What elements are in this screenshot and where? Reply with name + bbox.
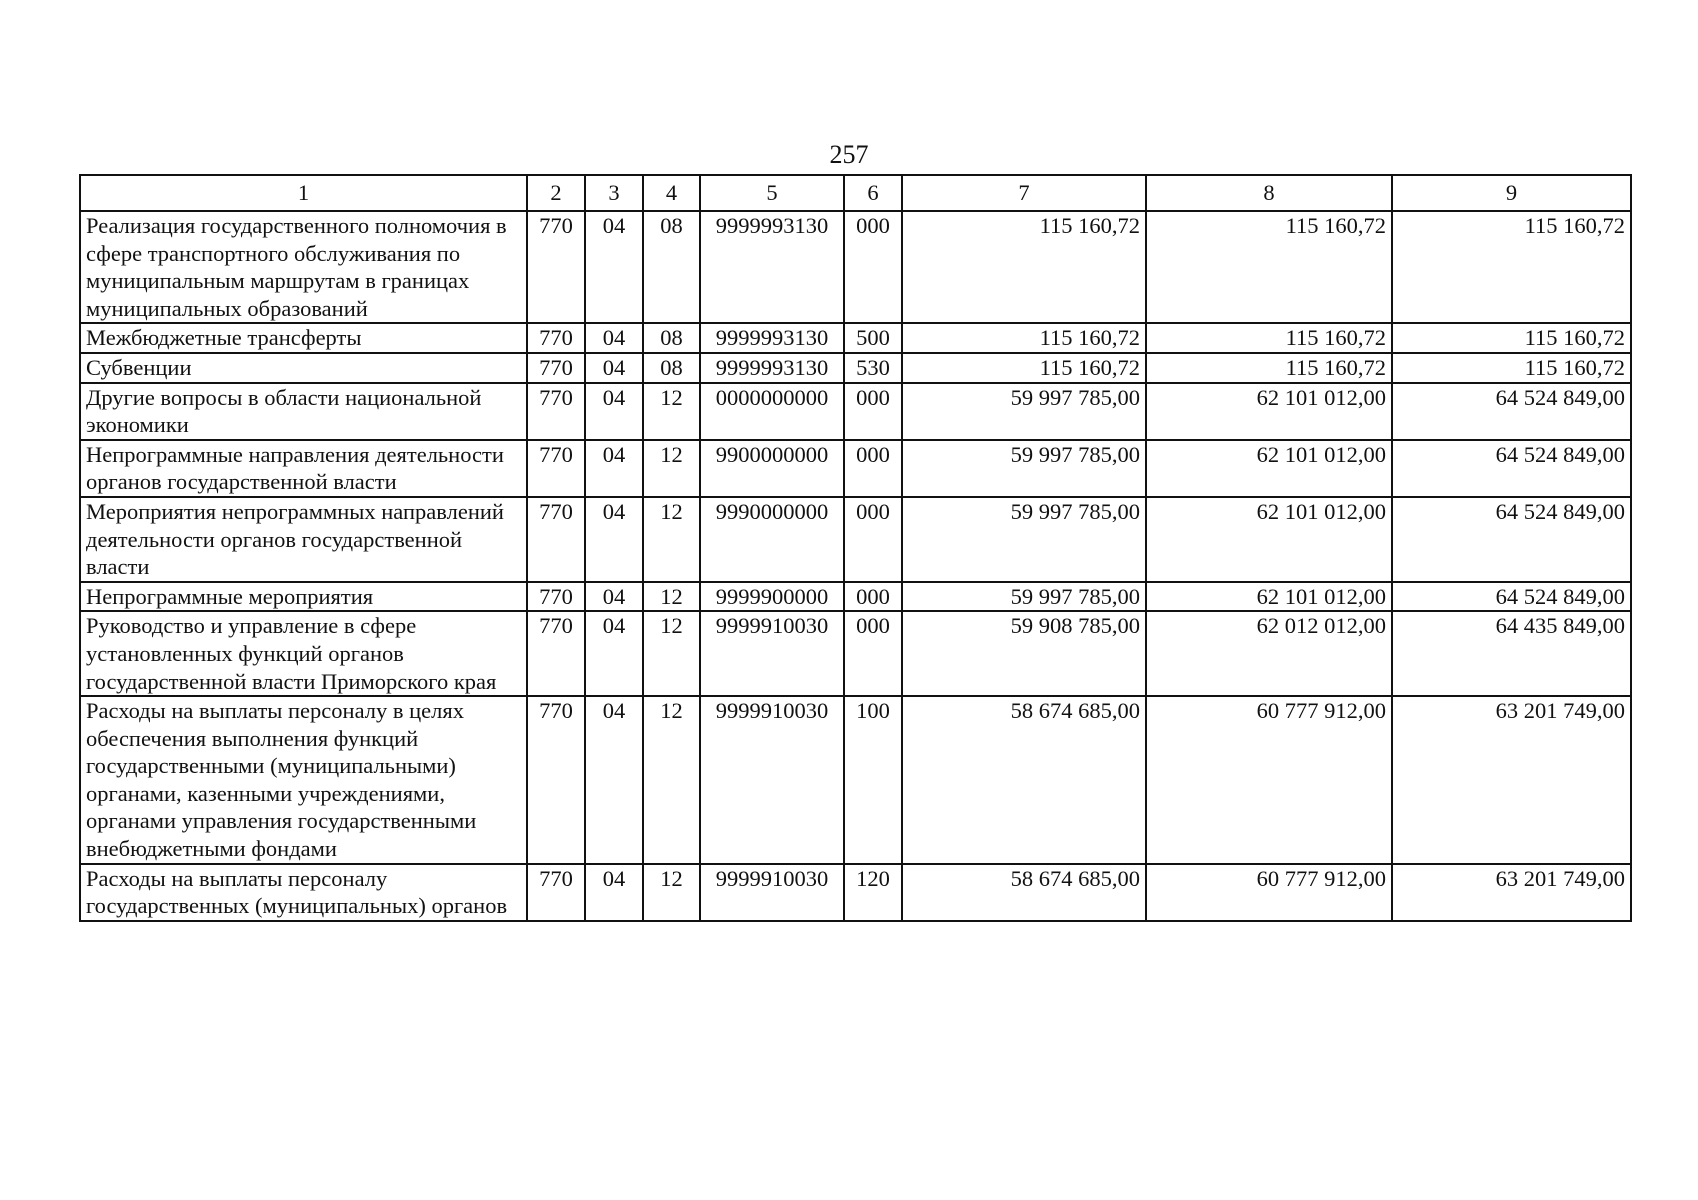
subsection-code-cell: 08 <box>643 323 700 353</box>
subsection-code-cell: 12 <box>643 864 700 921</box>
section-code-cell: 04 <box>585 582 643 612</box>
header-cell: 3 <box>585 175 643 211</box>
target-article-cell: 9990000000 <box>700 497 844 582</box>
expense-type-cell: 100 <box>844 696 902 864</box>
sum-year1-cell: 59 908 785,00 <box>902 611 1146 696</box>
sum-year1-cell: 58 674 685,00 <box>902 864 1146 921</box>
sum-year2-cell: 115 160,72 <box>1146 211 1392 323</box>
sum-year3-cell: 64 524 849,00 <box>1392 440 1631 497</box>
section-code-cell: 04 <box>585 497 643 582</box>
expense-type-cell: 530 <box>844 353 902 383</box>
subsection-code-cell: 08 <box>643 353 700 383</box>
header-cell: 5 <box>700 175 844 211</box>
header-cell: 6 <box>844 175 902 211</box>
sum-year1-cell: 115 160,72 <box>902 211 1146 323</box>
header-cell: 2 <box>527 175 585 211</box>
sum-year1-cell: 59 997 785,00 <box>902 383 1146 440</box>
sum-year2-cell: 60 777 912,00 <box>1146 864 1392 921</box>
sum-year2-cell: 62 012 012,00 <box>1146 611 1392 696</box>
admin-code-cell: 770 <box>527 611 585 696</box>
sum-year3-cell: 64 435 849,00 <box>1392 611 1631 696</box>
row-name-cell: Расходы на выплаты персоналу в целях обеспечения выполнения функций государственными (муниципальными) органами, казенными учреждениями, органами управления государственными внебюджетными фондами <box>80 696 527 864</box>
expense-type-cell: 000 <box>844 611 902 696</box>
subsection-code-cell: 12 <box>643 696 700 864</box>
section-code-cell: 04 <box>585 611 643 696</box>
subsection-code-cell: 12 <box>643 582 700 612</box>
admin-code-cell: 770 <box>527 497 585 582</box>
sum-year3-cell: 115 160,72 <box>1392 353 1631 383</box>
sum-year2-cell: 115 160,72 <box>1146 353 1392 383</box>
section-code-cell: 04 <box>585 696 643 864</box>
admin-code-cell: 770 <box>527 353 585 383</box>
sum-year3-cell: 64 524 849,00 <box>1392 497 1631 582</box>
sum-year2-cell: 115 160,72 <box>1146 323 1392 353</box>
admin-code-cell: 770 <box>527 211 585 323</box>
table-row <box>80 323 1631 353</box>
section-code-cell: 04 <box>585 440 643 497</box>
expense-type-cell: 500 <box>844 323 902 353</box>
table-row <box>80 353 1631 383</box>
sum-year1-cell: 59 997 785,00 <box>902 582 1146 612</box>
row-name-cell: Межбюджетные трансферты <box>80 323 527 353</box>
target-article-cell: 9999910030 <box>700 696 844 864</box>
section-code-cell: 04 <box>585 353 643 383</box>
section-code-cell: 04 <box>585 323 643 353</box>
target-article-cell: 9999993130 <box>700 211 844 323</box>
expense-type-cell: 120 <box>844 864 902 921</box>
sum-year3-cell: 64 524 849,00 <box>1392 383 1631 440</box>
expense-type-cell: 000 <box>844 582 902 612</box>
page-number: 257 <box>829 140 869 169</box>
table-row <box>80 211 1631 323</box>
subsection-code-cell: 08 <box>643 211 700 323</box>
table-row <box>80 383 1631 440</box>
row-name-cell: Другие вопросы в области национальной экономики <box>80 383 527 440</box>
row-name-cell: Субвенции <box>80 353 527 383</box>
sum-year2-cell: 62 101 012,00 <box>1146 440 1392 497</box>
subsection-code-cell: 12 <box>643 497 700 582</box>
table-header <box>80 175 1631 211</box>
sum-year1-cell: 115 160,72 <box>902 323 1146 353</box>
target-article-cell: 9999993130 <box>700 353 844 383</box>
target-article-cell: 9999910030 <box>700 611 844 696</box>
expense-type-cell: 000 <box>844 497 902 582</box>
sum-year2-cell: 62 101 012,00 <box>1146 383 1392 440</box>
admin-code-cell: 770 <box>527 582 585 612</box>
sum-year3-cell: 63 201 749,00 <box>1392 864 1631 921</box>
target-article-cell: 9999900000 <box>700 582 844 612</box>
expense-type-cell: 000 <box>844 211 902 323</box>
table-body <box>80 211 1631 921</box>
section-code-cell: 04 <box>585 383 643 440</box>
admin-code-cell: 770 <box>527 323 585 353</box>
row-name-cell: Непрограммные мероприятия <box>80 582 527 612</box>
header-cell: 4 <box>643 175 700 211</box>
admin-code-cell: 770 <box>527 383 585 440</box>
sum-year2-cell: 62 101 012,00 <box>1146 582 1392 612</box>
expense-type-cell: 000 <box>844 383 902 440</box>
table-row <box>80 582 1631 612</box>
table-row <box>80 497 1631 582</box>
target-article-cell: 0000000000 <box>700 383 844 440</box>
target-article-cell: 9999993130 <box>700 323 844 353</box>
target-article-cell: 9900000000 <box>700 440 844 497</box>
budget-table <box>79 174 1632 922</box>
row-name-cell: Непрограммные направления деятельности органов государственной власти <box>80 440 527 497</box>
sum-year2-cell: 62 101 012,00 <box>1146 497 1392 582</box>
header-cell: 9 <box>1392 175 1631 211</box>
sum-year1-cell: 115 160,72 <box>902 353 1146 383</box>
header-cell: 1 <box>80 175 527 211</box>
row-name-cell: Руководство и управление в сфере установленных функций органов государственной власти Приморского края <box>80 611 527 696</box>
row-name-cell: Реализация государственного полномочия в сфере транспортного обслуживания по муниципальным маршрутам в границах муниципальных образований <box>80 211 527 323</box>
sum-year2-cell: 60 777 912,00 <box>1146 696 1392 864</box>
expense-type-cell: 000 <box>844 440 902 497</box>
admin-code-cell: 770 <box>527 696 585 864</box>
header-cell: 7 <box>902 175 1146 211</box>
sum-year3-cell: 115 160,72 <box>1392 211 1631 323</box>
subsection-code-cell: 12 <box>643 611 700 696</box>
section-code-cell: 04 <box>585 864 643 921</box>
admin-code-cell: 770 <box>527 864 585 921</box>
sum-year3-cell: 64 524 849,00 <box>1392 582 1631 612</box>
row-name-cell: Расходы на выплаты персоналу государственных (муниципальных) органов <box>80 864 527 921</box>
sum-year1-cell: 59 997 785,00 <box>902 440 1146 497</box>
admin-code-cell: 770 <box>527 440 585 497</box>
sum-year3-cell: 115 160,72 <box>1392 323 1631 353</box>
table-row <box>80 696 1631 864</box>
subsection-code-cell: 12 <box>643 383 700 440</box>
table-row <box>80 864 1631 921</box>
header-cell: 8 <box>1146 175 1392 211</box>
subsection-code-cell: 12 <box>643 440 700 497</box>
target-article-cell: 9999910030 <box>700 864 844 921</box>
section-code-cell: 04 <box>585 211 643 323</box>
sum-year1-cell: 58 674 685,00 <box>902 696 1146 864</box>
row-name-cell: Мероприятия непрограммных направлений деятельности органов государственной власти <box>80 497 527 582</box>
sum-year1-cell: 59 997 785,00 <box>902 497 1146 582</box>
header-row <box>80 175 1631 211</box>
table-row <box>80 440 1631 497</box>
table-row <box>80 611 1631 696</box>
sum-year3-cell: 63 201 749,00 <box>1392 696 1631 864</box>
